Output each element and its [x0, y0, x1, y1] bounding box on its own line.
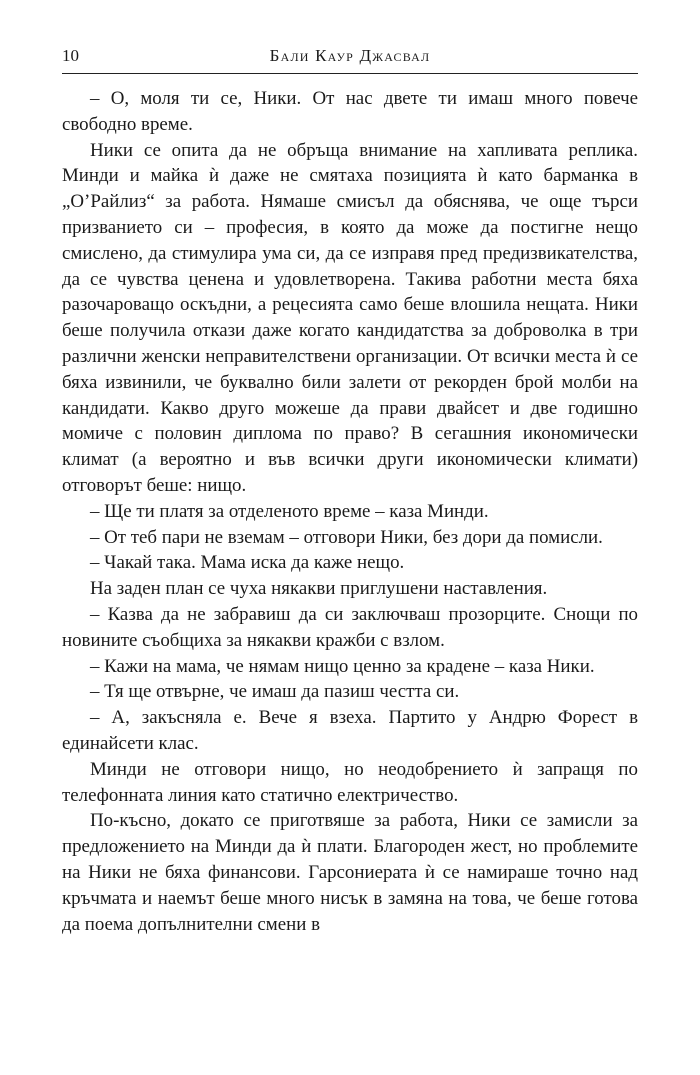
- paragraph: Ники се опита да не обръща внимание на хапливата реплика. Минди и майка ѝ даже не смятаха позицията ѝ като барманка в „О’Райлиз“ за работа. Нямаше смисъл да обяснява, че още търси призванието си – професия, в която да може да постигне нещо смислено, да стимулира ума си, да се изправя пред предизвикателства, да се чувства ценена и удовлетворена. Такива работни места бяха разочароващо оскъдни, а рецесията само беше влошила нещата. Ники беше получила откази даже когато кандидатства за доброволка в три различни женски неправителствени организации. От всички места ѝ се бяха извинили, че буквално били залети от рекорден брой молби на кандидати. Какво друго можеше да прави двайсет и две годишно момиче с половин диплома по право? В сегашния икономически климат (а вероятно и във всички други икономически климати) отговорът беше: нищо.: [62, 139, 638, 496]
- header-rule: [62, 73, 638, 74]
- paragraph: – А, закъсняла е. Вече я взеха. Партито у Андрю Форест в единайсети клас.: [62, 707, 638, 754]
- paragraph: – О, моля ти се, Ники. От нас двете ти имаш много повече свободно време.: [62, 88, 638, 135]
- paragraph: На заден план се чуха някакви приглушени наставления.: [90, 578, 548, 600]
- paragraph: Минди не отговори нищо, но неодобрението ѝ запращя по телефонната линия като статично електричество.: [62, 758, 638, 806]
- page-number: 10: [62, 46, 79, 65]
- paragraph: – Кажи на мама, че нямам нищо ценно за крадене – каза Ники.: [90, 655, 595, 677]
- paragraph: – Чакай така. Мама иска да каже нещо.: [90, 552, 405, 574]
- paragraph: – Казва да не забравиш да си заключваш прозорците. Снощи по новините съобщиха за някакви кражби с взлом.: [62, 603, 638, 651]
- paragraph: По-късно, докато се приготвяше за работа, Ники се замисли за предложението на Минди да ѝ плати. Благороден жест, но проблемите на Ники не бяха финансови. Гарсониерата ѝ се намираше точно над кръчмата и наемът беше много нисък в замяна на това, че беше готова да поема допълнителни смени в: [62, 810, 638, 935]
- paragraph: – От теб пари не вземам – отговори Ники, без дори да помисли.: [90, 526, 603, 548]
- running-title: Бали Каур Джасвал: [269, 46, 431, 65]
- body-text: [62, 86, 638, 937]
- page-header: [62, 46, 638, 70]
- paragraph: – Тя ще отвърне, че имаш да пазиш честта си.: [90, 681, 460, 703]
- paragraph: – Ще ти платя за отделеното време – каза Минди.: [90, 500, 489, 522]
